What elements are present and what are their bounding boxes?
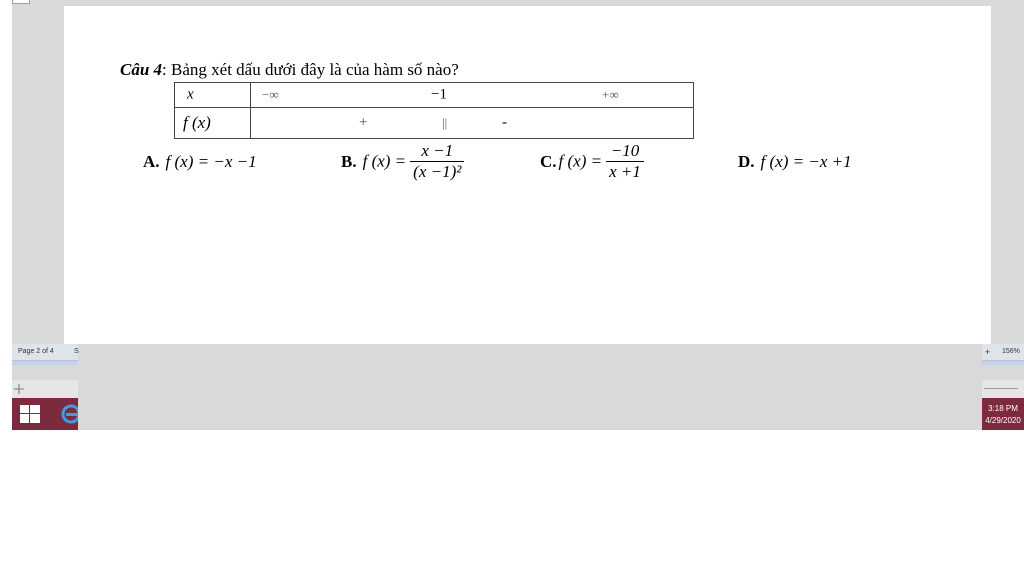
answer-d-letter: D. xyxy=(738,152,755,171)
question-heading xyxy=(120,60,459,80)
table-row xyxy=(175,83,694,108)
status-bar-right xyxy=(982,344,1024,361)
status-bar-left xyxy=(12,344,78,361)
x-negative-infinity: −∞ xyxy=(262,87,279,102)
table-row xyxy=(175,108,694,139)
table-cell xyxy=(175,108,251,139)
answer-c-letter: C. xyxy=(540,151,557,171)
document-page xyxy=(64,6,991,344)
page-count-status[interactable]: Page 2 of 4 xyxy=(18,348,54,355)
table-cell xyxy=(175,83,251,108)
question-text: : Bảng xét dấu dưới đây là của hàm số nào? xyxy=(162,60,459,79)
system-tray[interactable] xyxy=(982,398,1024,430)
zoom-level[interactable]: 156% xyxy=(1002,348,1020,355)
answer-b-numerator: x −1 xyxy=(410,141,464,162)
answer-a-letter: A. xyxy=(143,152,160,171)
sign-left-interval: + xyxy=(359,114,368,131)
status-divider xyxy=(12,361,78,365)
status-truncated-text: S xyxy=(74,348,79,355)
page-corner-mark xyxy=(12,0,30,4)
zoom-in-button[interactable]: + xyxy=(985,347,991,357)
answer-d-expression: f (x) = −x +1 xyxy=(760,152,852,171)
answer-a[interactable] xyxy=(143,152,257,172)
x-critical-value: −1 xyxy=(431,86,447,103)
view-strip-left xyxy=(12,380,78,398)
sign-table xyxy=(174,82,694,139)
answer-b-fraction xyxy=(410,141,464,182)
answer-c-denominator: x +1 xyxy=(609,162,641,181)
answer-d[interactable] xyxy=(738,152,852,172)
answer-b-lhs: f (x) = xyxy=(362,151,407,171)
x-row-label: x xyxy=(187,86,194,103)
table-cell xyxy=(251,108,694,139)
internet-explorer-icon[interactable] xyxy=(60,403,78,425)
move-icon[interactable] xyxy=(14,384,24,394)
sign-right-interval: - xyxy=(502,114,507,131)
status-divider xyxy=(982,361,1024,365)
answer-a-expression: f (x) = −x −1 xyxy=(165,152,257,171)
answer-b-denominator: (x −1)² xyxy=(413,162,462,181)
zoom-slider[interactable] xyxy=(984,388,1018,389)
answer-c[interactable] xyxy=(540,141,644,182)
clock-date: 4/29/2020 xyxy=(985,416,1021,425)
fx-row-label: f (x) xyxy=(183,113,211,132)
windows-start-icon[interactable] xyxy=(19,404,41,424)
question-label: Câu 4 xyxy=(120,60,163,79)
answer-c-lhs: f (x) = xyxy=(558,151,603,171)
table-cell xyxy=(251,83,694,108)
x-positive-infinity: +∞ xyxy=(602,87,619,102)
answer-c-fraction xyxy=(606,141,644,182)
clock-time: 3:18 PM xyxy=(988,404,1018,413)
answer-b-letter: B. xyxy=(341,151,357,171)
undefined-marker: || xyxy=(442,115,448,130)
answer-c-numerator: −10 xyxy=(606,141,644,162)
taskbar-left xyxy=(12,398,78,430)
view-strip-right xyxy=(982,380,1024,398)
answer-b[interactable] xyxy=(341,141,464,182)
